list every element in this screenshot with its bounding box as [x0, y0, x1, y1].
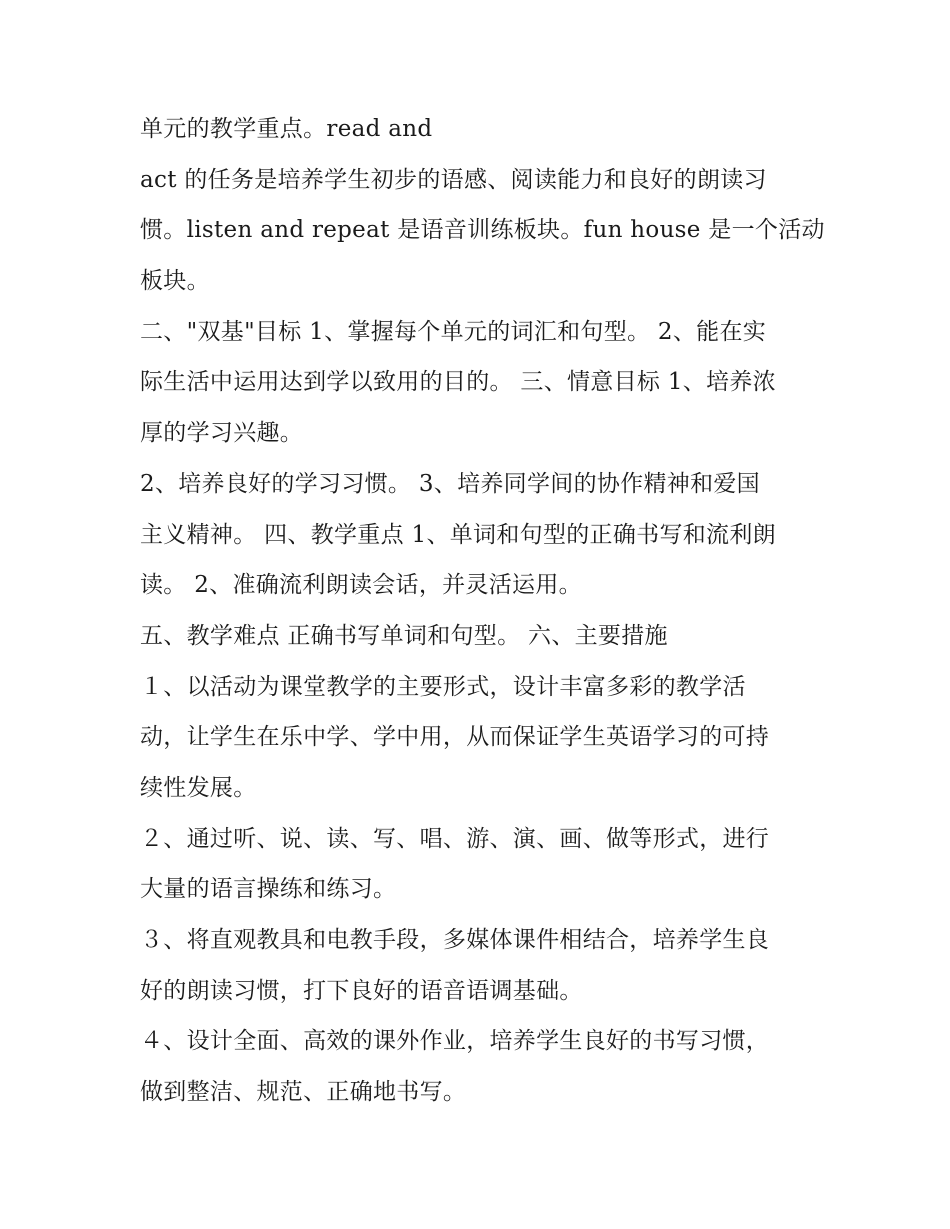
text-line: 主义精神。 四、教学重点 1、单词和句型的正确书写和流利朗 — [140, 521, 776, 548]
text-line: 板块。 — [140, 268, 210, 295]
text-line: 读。 2、准确流利朗读会话，并灵活运用。 — [140, 572, 582, 599]
text-line: 五、教学难点 正确书写单词和句型。 六、主要措施 — [140, 622, 668, 649]
text-line: 2、培养良好的学习习惯。 3、培养同学间的协作精神和爱国 — [140, 470, 760, 497]
text-line: 做到整洁、规范、正确地书写。 — [140, 1079, 467, 1106]
text-line: 续性发展。 — [140, 774, 257, 801]
text-line: 厚的学习兴趣。 — [140, 420, 304, 447]
text-line: 好的朗读习惯，打下良好的语音语调基础。 — [140, 977, 583, 1004]
text-line: 二、"双基"目标 1、掌握每个单元的词汇和句型。 2、能在实 — [140, 318, 767, 345]
text-line: ２、通过听、说、读、写、唱、游、演、画、做等形式，进行 — [140, 825, 770, 852]
text-line: act 的任务是培养学生初步的语感、阅读能力和良好的朗读习 — [140, 166, 767, 193]
text-line: 大量的语言操练和练习。 — [140, 876, 397, 903]
text-line: ４、设计全面、高效的课外作业，培养学生良好的书写习惯， — [140, 1028, 770, 1055]
text-line: 际生活中运用达到学以致用的目的。 三、情意目标 1、培养浓 — [140, 369, 776, 396]
text-line: ３、将直观教具和电教手段，多媒体课件相结合，培养学生良 — [140, 927, 770, 953]
text-line: 惯。listen and repeat 是语音训练板块。fun house 是一个活动 — [140, 217, 825, 244]
text-line: １、以活动为课堂教学的主要形式，设计丰富多彩的教学活 — [140, 673, 746, 700]
text-line: 单元的教学重点。read and — [140, 116, 433, 142]
text-line: 动，让学生在乐中学、学中用，从而保证学生英语学习的可持 — [140, 724, 770, 751]
document-body — [140, 104, 825, 1118]
